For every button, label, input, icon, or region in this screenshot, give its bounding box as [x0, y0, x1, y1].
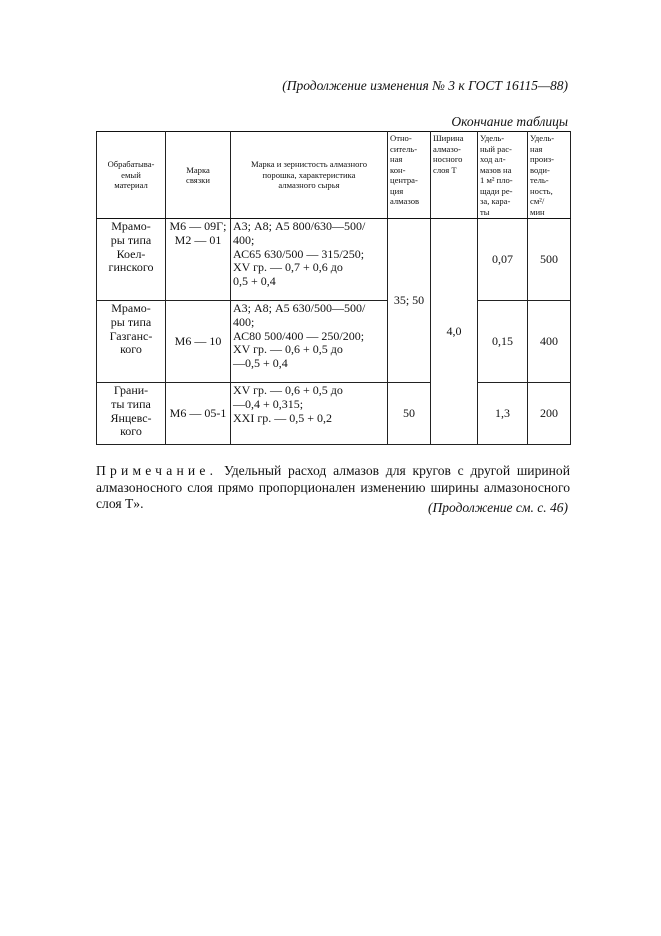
row-productivity: 400 [528, 301, 571, 383]
note-text: Удельный расход алмазов для кругов с другой шириной алмазоносного слоя прямо пропорционален изменению ширины алмазоносного слоя T». [96, 463, 570, 511]
header-concentration: Отно- ситель- ная кон- центра- ция алмазов [388, 132, 431, 219]
table-row [97, 301, 571, 383]
row-material: Мрамо- ры типа Коел- гинского [97, 219, 166, 301]
row-bond: М6 — 09Г; М2 — 01 [166, 219, 231, 301]
header-powder: Марка и зернистость алмазного порошка, характеристика алмазного сырья [231, 132, 388, 219]
parameters-table [96, 131, 571, 445]
header-consumption: Удель- ный рас- ход ал- мазов на 1 м² пло- щади ре- за, кара- ты [478, 132, 528, 219]
row-material: Грани- ты типа Янцевс- кого [97, 383, 166, 445]
header-continuation: (Продолжение изменения № 3 к ГОСТ 16115—88) [282, 78, 568, 93]
row-consumption: 1,3 [478, 383, 528, 445]
row-powder: XV гр. — 0,6 + 0,5 до —0,4 + 0,315; XXI гр. — 0,5 + 0,2 [231, 383, 388, 445]
header-bond: Марка связки [166, 132, 231, 219]
table-end-label: Окончание таблицы [451, 114, 568, 129]
row-bond: М6 — 10 [166, 301, 231, 383]
header-layer-width: Ширина алмазо- носного слоя T [431, 132, 478, 219]
row-powder: А3; А8; А5 800/630—500/ 400; АС65 630/500 — 315/250; XV гр. — 0,7 + 0,6 до 0,5 + 0,4 [231, 219, 388, 301]
row-material: Мрамо- ры типа Газганс- кого [97, 301, 166, 383]
header-material: Обрабатыва- емый материал [97, 132, 166, 219]
row-consumption: 0,07 [478, 219, 528, 301]
table-row [97, 383, 571, 445]
table-row [97, 219, 571, 301]
table-header-row [97, 132, 571, 219]
row-concentration: 50 [388, 383, 431, 445]
row-bond: М6 — 05-1 [166, 383, 231, 445]
merged-layer-width: 4,0 [431, 219, 478, 445]
merged-concentration: 35; 50 [388, 219, 431, 383]
header-productivity: Удель- ная произ- води- тель- ность, см²/ мин [528, 132, 571, 219]
row-productivity: 200 [528, 383, 571, 445]
row-productivity: 500 [528, 219, 571, 301]
note-lead: Примечание. [96, 463, 218, 478]
footer-continuation: (Продолжение см. с. 46) [428, 500, 568, 515]
row-powder: А3; А8; А5 630/500—500/ 400; АС80 500/400 — 250/200; XV гр. — 0,6 + 0,5 до —0,5 + 0,4 [231, 301, 388, 383]
row-consumption: 0,15 [478, 301, 528, 383]
